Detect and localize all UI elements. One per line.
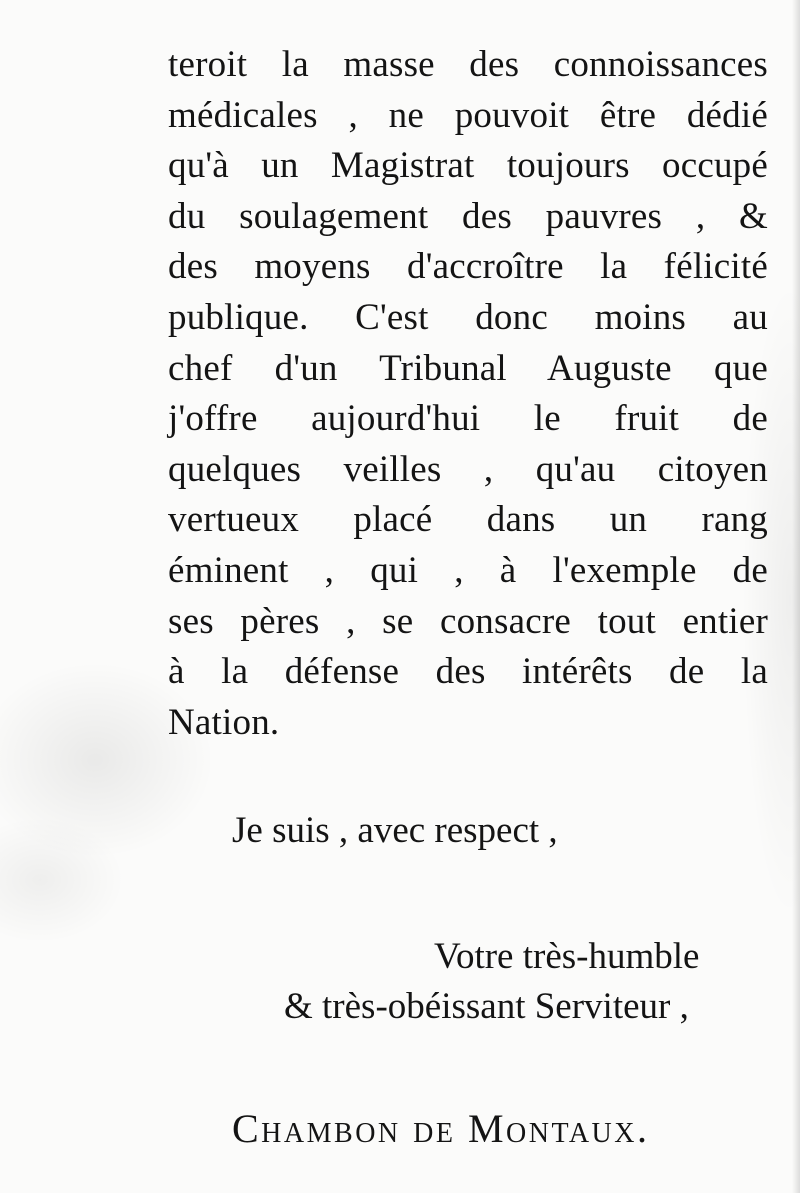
text-line-4: du soulagement des pauvres , & (168, 195, 768, 237)
text-line-11: éminent , qui , à l'exemple de (168, 549, 768, 591)
text-line-12: ses pères , se consacre tout entier (168, 600, 768, 642)
author-signature: Chambon de Montaux. (232, 1106, 650, 1151)
signoff-line-1: Votre très-humble (434, 936, 700, 977)
dedication-body (168, 40, 768, 748)
text-line-8: j'offre aujourd'hui le fruit de (168, 398, 768, 440)
closing-phrase: Je suis , avec respect , (232, 810, 558, 851)
text-line-13: à la défense des intérêts de la (168, 651, 768, 693)
text-line-9: quelques veilles , qu'au citoyen (168, 448, 768, 490)
text-line-1: teroit la masse des connoissances (168, 44, 768, 85)
page-edge-shadow (792, 0, 800, 1193)
text-line-10: vertueux placé dans un rang (168, 499, 768, 541)
text-line-7: chef d'un Tribunal Auguste que (168, 347, 768, 389)
text-line-5: des moyens d'accroître la félicité (168, 246, 768, 288)
text-line-6: publique. C'est donc moins au (168, 296, 768, 338)
text-line-2: médicales , ne pouvoit être dédié (168, 94, 768, 136)
text-line-3: qu'à un Magistrat toujours occupé (168, 145, 768, 187)
signoff-line-2: & très-obéissant Serviteur , (284, 986, 689, 1027)
text-line-14: Nation. (168, 701, 280, 743)
